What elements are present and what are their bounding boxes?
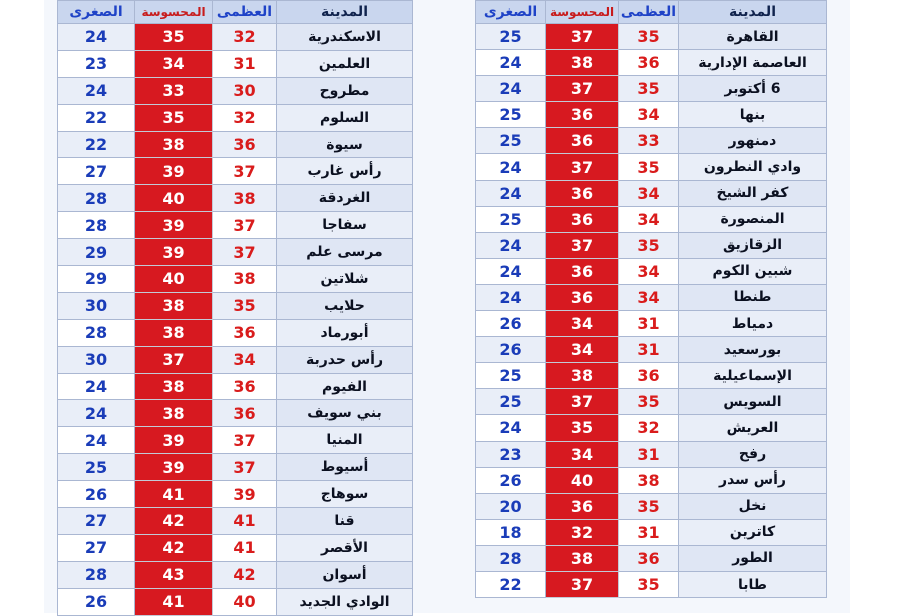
city-name-cell: بورسعيد <box>679 337 827 363</box>
max-temp-cell: 31 <box>619 441 679 467</box>
city-name-cell: مطروح <box>277 77 413 104</box>
city-name-cell: مرسى علم <box>277 239 413 266</box>
min-temp-cell: 26 <box>476 311 546 337</box>
table-row <box>476 545 827 571</box>
table-row <box>476 415 827 441</box>
feels-like-cell: 38 <box>546 50 619 76</box>
feels-like-cell: 39 <box>135 427 213 454</box>
max-temp-cell: 35 <box>619 493 679 519</box>
table-row <box>476 76 827 102</box>
feels-like-cell: 40 <box>546 467 619 493</box>
min-temp-cell: 24 <box>476 154 546 180</box>
min-temp-cell: 30 <box>58 292 135 319</box>
table-row <box>476 337 827 363</box>
feels-like-cell: 36 <box>546 258 619 284</box>
min-temp-cell: 25 <box>476 206 546 232</box>
city-name-cell: رفح <box>679 441 827 467</box>
max-temp-cell: 34 <box>619 206 679 232</box>
table-row <box>58 373 413 400</box>
feels-like-cell: 37 <box>546 571 619 597</box>
city-name-cell: نخل <box>679 493 827 519</box>
max-temp-cell: 36 <box>213 373 277 400</box>
max-temp-cell: 37 <box>213 427 277 454</box>
table-row <box>58 319 413 346</box>
max-temp-cell: 38 <box>213 185 277 212</box>
table-row <box>58 131 413 158</box>
header-feels: المحسوسة <box>135 1 213 24</box>
city-name-cell: 6 أكتوبر <box>679 76 827 102</box>
max-temp-cell: 34 <box>619 258 679 284</box>
table-row <box>58 561 413 588</box>
feels-like-cell: 32 <box>546 519 619 545</box>
city-name-cell: الوادي الجديد <box>277 588 413 615</box>
min-temp-cell: 28 <box>58 212 135 239</box>
table-row <box>476 50 827 76</box>
header-city: المدينة <box>679 1 827 24</box>
city-name-cell: أسوان <box>277 561 413 588</box>
min-temp-cell: 25 <box>476 363 546 389</box>
max-temp-cell: 31 <box>213 50 277 77</box>
city-name-cell: أبورماد <box>277 319 413 346</box>
feels-like-cell: 38 <box>135 400 213 427</box>
table-row <box>58 239 413 266</box>
max-temp-cell: 36 <box>619 545 679 571</box>
min-temp-cell: 24 <box>58 373 135 400</box>
min-temp-cell: 24 <box>476 76 546 102</box>
header-max: العظمى <box>619 1 679 24</box>
table-row <box>476 154 827 180</box>
min-temp-cell: 25 <box>476 128 546 154</box>
max-temp-cell: 35 <box>213 292 277 319</box>
feels-like-cell: 38 <box>135 131 213 158</box>
max-temp-cell: 35 <box>619 24 679 50</box>
feels-like-cell: 33 <box>135 77 213 104</box>
table-row <box>58 292 413 319</box>
min-temp-cell: 28 <box>58 185 135 212</box>
min-temp-cell: 24 <box>476 50 546 76</box>
table-body-right <box>476 24 827 598</box>
table-row <box>58 454 413 481</box>
min-temp-cell: 24 <box>58 77 135 104</box>
table-row <box>476 284 827 310</box>
city-name-cell: العريش <box>679 415 827 441</box>
max-temp-cell: 31 <box>619 311 679 337</box>
feels-like-cell: 40 <box>135 185 213 212</box>
max-temp-cell: 34 <box>213 346 277 373</box>
table-row <box>58 400 413 427</box>
city-name-cell: حلايب <box>277 292 413 319</box>
max-temp-cell: 38 <box>213 266 277 293</box>
table-row <box>58 588 413 615</box>
city-name-cell: العلمين <box>277 50 413 77</box>
min-temp-cell: 24 <box>58 427 135 454</box>
max-temp-cell: 31 <box>619 337 679 363</box>
max-temp-cell: 32 <box>213 24 277 51</box>
min-temp-cell: 18 <box>476 519 546 545</box>
min-temp-cell: 28 <box>58 319 135 346</box>
min-temp-cell: 25 <box>58 454 135 481</box>
city-name-cell: الاسكندرية <box>277 24 413 51</box>
city-name-cell: الزقازيق <box>679 232 827 258</box>
max-temp-cell: 32 <box>619 415 679 441</box>
feels-like-cell: 42 <box>135 534 213 561</box>
header-feels: المحسوسة <box>546 1 619 24</box>
table-row <box>58 534 413 561</box>
city-name-cell: الغردقة <box>277 185 413 212</box>
feels-like-cell: 36 <box>546 493 619 519</box>
max-temp-cell: 40 <box>213 588 277 615</box>
feels-like-cell: 37 <box>546 389 619 415</box>
table-header-row <box>476 1 827 24</box>
feels-like-cell: 35 <box>135 24 213 51</box>
max-temp-cell: 34 <box>619 180 679 206</box>
table-row <box>58 185 413 212</box>
feels-like-cell: 35 <box>135 104 213 131</box>
feels-like-cell: 37 <box>546 24 619 50</box>
city-name-cell: الفيوم <box>277 373 413 400</box>
city-name-cell: طابا <box>679 571 827 597</box>
table-row <box>58 508 413 535</box>
table-body-left <box>58 24 413 616</box>
city-name-cell: الطور <box>679 545 827 571</box>
feels-like-cell: 34 <box>135 50 213 77</box>
city-name-cell: العاصمة الإدارية <box>679 50 827 76</box>
max-temp-cell: 41 <box>213 534 277 561</box>
feels-like-cell: 38 <box>546 545 619 571</box>
max-temp-cell: 35 <box>619 389 679 415</box>
feels-like-cell: 34 <box>546 337 619 363</box>
city-name-cell: شلاتين <box>277 266 413 293</box>
max-temp-cell: 39 <box>213 481 277 508</box>
table-row <box>476 206 827 232</box>
table-row <box>58 481 413 508</box>
feels-like-cell: 34 <box>546 441 619 467</box>
city-name-cell: سفاجا <box>277 212 413 239</box>
feels-like-cell: 41 <box>135 588 213 615</box>
city-name-cell: السلوم <box>277 104 413 131</box>
max-temp-cell: 35 <box>619 232 679 258</box>
min-temp-cell: 24 <box>476 415 546 441</box>
feels-like-cell: 42 <box>135 508 213 535</box>
table-row <box>58 427 413 454</box>
table-row <box>58 77 413 104</box>
min-temp-cell: 24 <box>476 258 546 284</box>
feels-like-cell: 37 <box>546 154 619 180</box>
feels-like-cell: 37 <box>546 232 619 258</box>
feels-like-cell: 36 <box>546 284 619 310</box>
table-row <box>476 467 827 493</box>
min-temp-cell: 22 <box>476 571 546 597</box>
max-temp-cell: 35 <box>619 571 679 597</box>
feels-like-cell: 39 <box>135 239 213 266</box>
table-row <box>476 311 827 337</box>
max-temp-cell: 37 <box>213 158 277 185</box>
min-temp-cell: 26 <box>58 481 135 508</box>
city-name-cell: الإسماعيلية <box>679 363 827 389</box>
header-min: الصغرى <box>476 1 546 24</box>
city-name-cell: الأقصر <box>277 534 413 561</box>
table-row <box>476 258 827 284</box>
min-temp-cell: 25 <box>476 389 546 415</box>
city-name-cell: قنا <box>277 508 413 535</box>
header-city: المدينة <box>277 1 413 24</box>
min-temp-cell: 26 <box>476 467 546 493</box>
min-temp-cell: 29 <box>58 266 135 293</box>
table-row <box>58 346 413 373</box>
table-row <box>476 232 827 258</box>
feels-like-cell: 35 <box>546 415 619 441</box>
city-name-cell: السويس <box>679 389 827 415</box>
table-row <box>476 128 827 154</box>
min-temp-cell: 25 <box>476 102 546 128</box>
max-temp-cell: 36 <box>213 131 277 158</box>
table-row <box>476 571 827 597</box>
temperature-table-right <box>475 0 827 598</box>
max-temp-cell: 34 <box>619 284 679 310</box>
max-temp-cell: 35 <box>619 154 679 180</box>
feels-like-cell: 40 <box>135 266 213 293</box>
table-row <box>476 519 827 545</box>
min-temp-cell: 20 <box>476 493 546 519</box>
feels-like-cell: 39 <box>135 454 213 481</box>
city-name-cell: طنطا <box>679 284 827 310</box>
min-temp-cell: 24 <box>58 400 135 427</box>
min-temp-cell: 23 <box>58 50 135 77</box>
max-temp-cell: 37 <box>213 454 277 481</box>
table-row <box>476 493 827 519</box>
min-temp-cell: 28 <box>58 561 135 588</box>
min-temp-cell: 22 <box>58 104 135 131</box>
table-row <box>58 212 413 239</box>
max-temp-cell: 32 <box>213 104 277 131</box>
feels-like-cell: 36 <box>546 206 619 232</box>
max-temp-cell: 37 <box>213 239 277 266</box>
max-temp-cell: 34 <box>619 102 679 128</box>
city-name-cell: كاترين <box>679 519 827 545</box>
max-temp-cell: 36 <box>213 400 277 427</box>
city-name-cell: سوهاج <box>277 481 413 508</box>
header-min: الصغرى <box>58 1 135 24</box>
table-row <box>476 363 827 389</box>
city-name-cell: بني سويف <box>277 400 413 427</box>
min-temp-cell: 28 <box>476 545 546 571</box>
table-row <box>58 50 413 77</box>
city-name-cell: وادي النطرون <box>679 154 827 180</box>
table-row <box>58 104 413 131</box>
city-name-cell: سيوة <box>277 131 413 158</box>
header-max: العظمى <box>213 1 277 24</box>
max-temp-cell: 33 <box>619 128 679 154</box>
max-temp-cell: 36 <box>619 50 679 76</box>
feels-like-cell: 34 <box>546 311 619 337</box>
feels-like-cell: 39 <box>135 212 213 239</box>
feels-like-cell: 38 <box>135 319 213 346</box>
city-name-cell: المنصورة <box>679 206 827 232</box>
table-row <box>58 24 413 51</box>
feels-like-cell: 37 <box>546 76 619 102</box>
table-row <box>476 389 827 415</box>
feels-like-cell: 39 <box>135 158 213 185</box>
feels-like-cell: 38 <box>546 363 619 389</box>
table-row <box>58 158 413 185</box>
max-temp-cell: 41 <box>213 508 277 535</box>
city-name-cell: رأس حدربة <box>277 346 413 373</box>
min-temp-cell: 24 <box>476 284 546 310</box>
table-row <box>58 266 413 293</box>
table-row <box>476 102 827 128</box>
min-temp-cell: 29 <box>58 239 135 266</box>
table-row <box>476 441 827 467</box>
city-name-cell: رأس سدر <box>679 467 827 493</box>
feels-like-cell: 36 <box>546 102 619 128</box>
temperature-table-left <box>57 0 413 616</box>
min-temp-cell: 27 <box>58 158 135 185</box>
city-name-cell: شبين الكوم <box>679 258 827 284</box>
max-temp-cell: 36 <box>619 363 679 389</box>
city-name-cell: أسيوط <box>277 454 413 481</box>
min-temp-cell: 26 <box>58 588 135 615</box>
feels-like-cell: 43 <box>135 561 213 588</box>
table-row <box>476 180 827 206</box>
feels-like-cell: 37 <box>135 346 213 373</box>
feels-like-cell: 38 <box>135 292 213 319</box>
min-temp-cell: 25 <box>476 24 546 50</box>
city-name-cell: دمنهور <box>679 128 827 154</box>
min-temp-cell: 22 <box>58 131 135 158</box>
table-row <box>476 24 827 50</box>
feels-like-cell: 38 <box>135 373 213 400</box>
max-temp-cell: 38 <box>619 467 679 493</box>
city-name-cell: كفر الشيخ <box>679 180 827 206</box>
min-temp-cell: 24 <box>476 180 546 206</box>
feels-like-cell: 36 <box>546 128 619 154</box>
min-temp-cell: 30 <box>58 346 135 373</box>
max-temp-cell: 30 <box>213 77 277 104</box>
feels-like-cell: 36 <box>546 180 619 206</box>
max-temp-cell: 36 <box>213 319 277 346</box>
city-name-cell: القاهرة <box>679 24 827 50</box>
max-temp-cell: 37 <box>213 212 277 239</box>
min-temp-cell: 24 <box>476 232 546 258</box>
min-temp-cell: 23 <box>476 441 546 467</box>
min-temp-cell: 26 <box>476 337 546 363</box>
max-temp-cell: 31 <box>619 519 679 545</box>
max-temp-cell: 42 <box>213 561 277 588</box>
city-name-cell: المنيا <box>277 427 413 454</box>
city-name-cell: بنها <box>679 102 827 128</box>
min-temp-cell: 27 <box>58 534 135 561</box>
city-name-cell: رأس غارب <box>277 158 413 185</box>
min-temp-cell: 24 <box>58 24 135 51</box>
max-temp-cell: 35 <box>619 76 679 102</box>
feels-like-cell: 41 <box>135 481 213 508</box>
city-name-cell: دمياط <box>679 311 827 337</box>
min-temp-cell: 27 <box>58 508 135 535</box>
table-header-row <box>58 1 413 24</box>
